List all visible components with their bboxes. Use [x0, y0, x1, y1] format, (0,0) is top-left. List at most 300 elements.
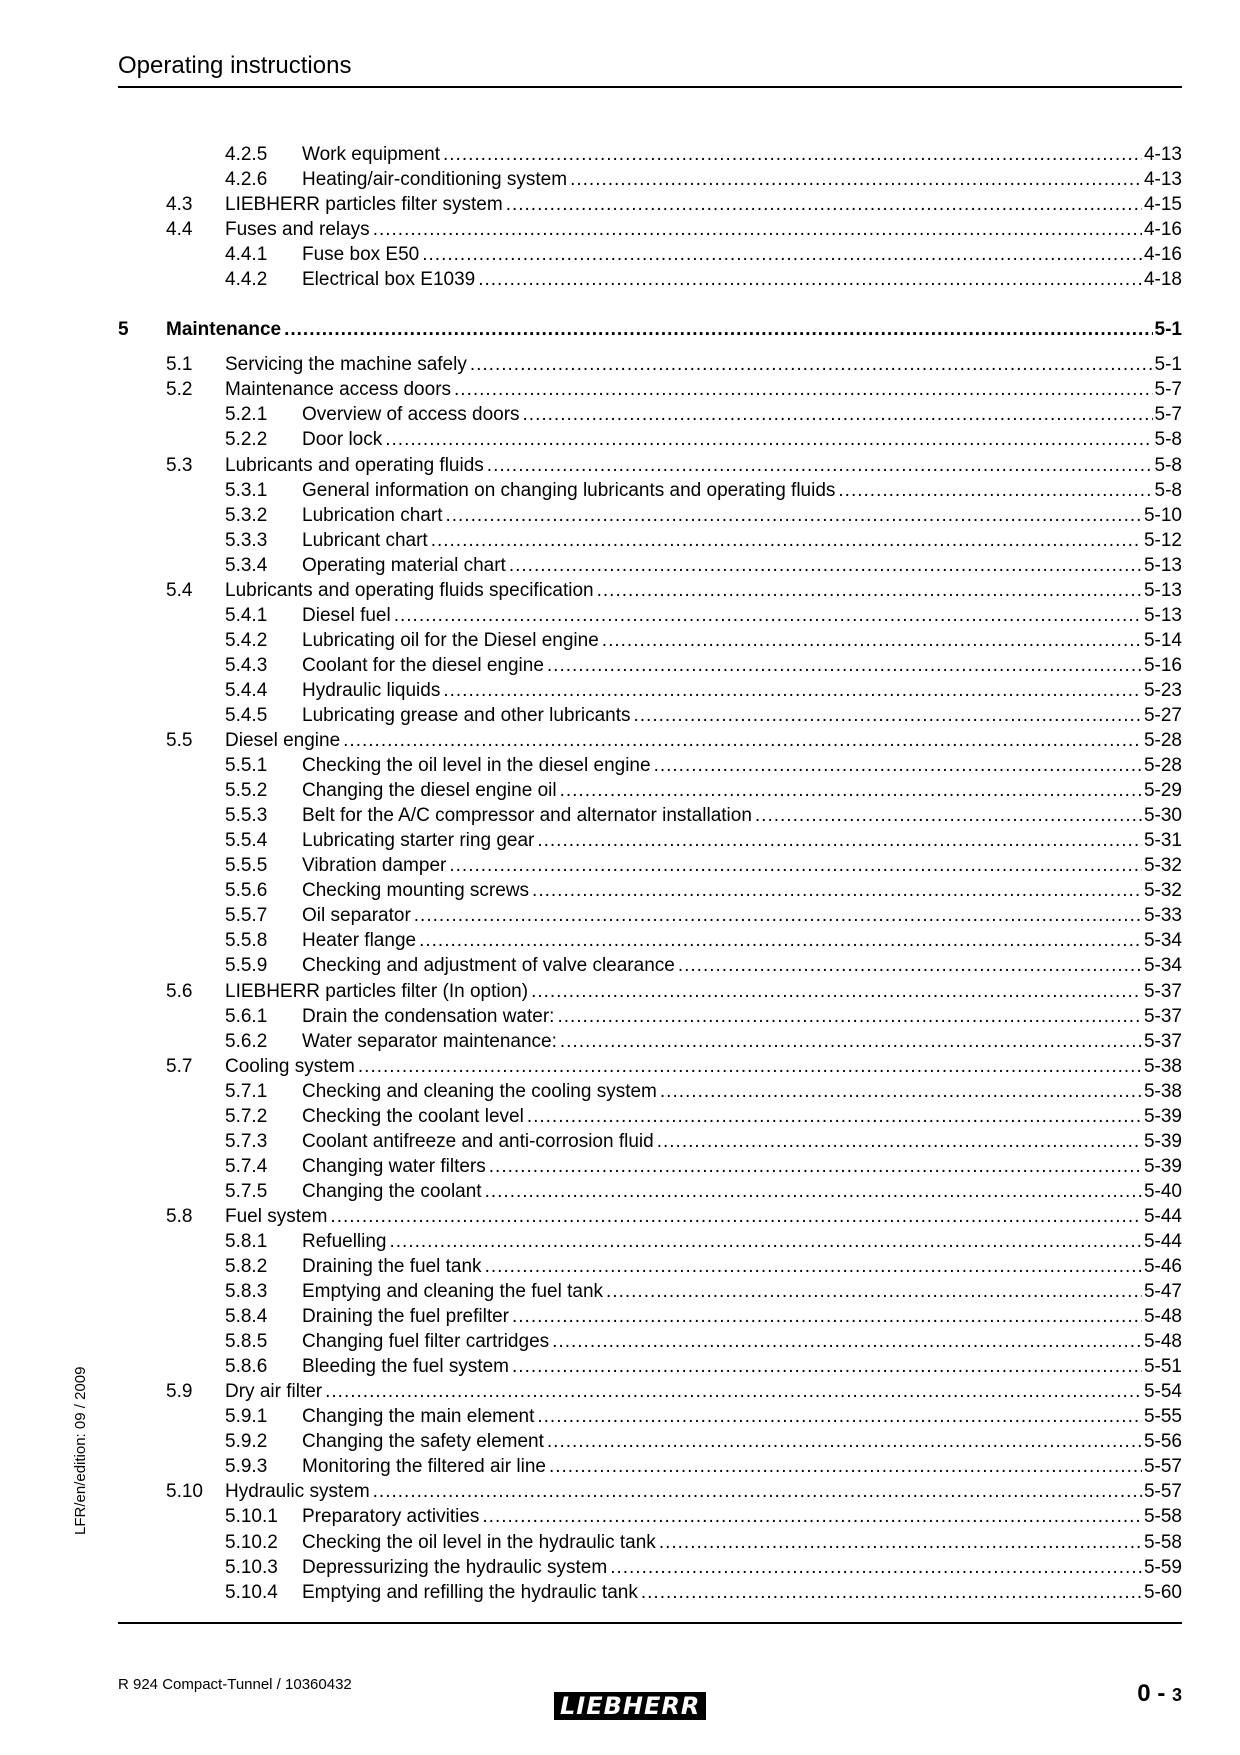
toc-entry-page: 5-27 [1143, 704, 1182, 726]
toc-entry[interactable] [118, 352, 1182, 377]
toc-entry-line [225, 728, 1182, 753]
toc-entry[interactable] [118, 192, 1182, 217]
toc-entry-page: 5-37 [1143, 980, 1182, 1002]
toc-entry-page: 5-47 [1143, 1281, 1182, 1303]
toc-entry-title: Fuse box E50 [302, 244, 420, 266]
toc-entry-page: 5-58 [1143, 1531, 1182, 1553]
toc-entry[interactable] [118, 1504, 1182, 1529]
toc-dot-leader [482, 1504, 1142, 1529]
toc-entry-number: 5.8.4 [225, 1306, 268, 1328]
toc-dot-leader [485, 1254, 1142, 1279]
toc-entry-title: Refuelling [302, 1230, 387, 1252]
toc-entry-title: General information on changing lubricants and operating fluids [302, 479, 836, 501]
toc-entry[interactable] [118, 1254, 1182, 1279]
toc-entry-title: Hydraulic system [225, 1481, 370, 1503]
toc-dot-leader [523, 402, 1153, 427]
toc-entry-page: 5-34 [1143, 955, 1182, 977]
toc-entry-line [225, 1204, 1182, 1229]
footer-document-id: R 924 Compact-Tunnel / 10360432 [118, 1676, 352, 1693]
toc-entry[interactable] [118, 1004, 1182, 1029]
toc-entry-page: 5-58 [1143, 1506, 1182, 1528]
toc-entry-page: 5-40 [1143, 1180, 1182, 1202]
toc-entry-page: 4-13 [1143, 144, 1182, 165]
toc-entry-number: 5.10.4 [225, 1581, 278, 1603]
toc-entry[interactable] [118, 242, 1182, 267]
toc-entry[interactable] [118, 503, 1182, 528]
toc-entry-title: Servicing the machine safely [225, 354, 467, 376]
toc-entry-number: 4.4.2 [225, 269, 268, 291]
toc-dot-leader [532, 878, 1142, 903]
toc-entry[interactable] [118, 979, 1182, 1004]
toc-entry-page: 5-39 [1143, 1105, 1182, 1127]
toc-entry-number: 5.7.3 [225, 1130, 268, 1152]
toc-entry-line [302, 1254, 1182, 1279]
toc-entry-number: 5.10.3 [225, 1556, 278, 1578]
toc-entry-number: 5 [118, 319, 129, 341]
toc-entry-number: 5.2.1 [225, 404, 268, 426]
toc-entry-page: 5-28 [1143, 755, 1182, 777]
toc-dot-leader [633, 703, 1141, 728]
toc-entry-page: 5-51 [1143, 1356, 1182, 1378]
toc-dot-leader [547, 653, 1142, 678]
toc-dot-leader [330, 1204, 1142, 1229]
toc-entry-title: Checking and adjustment of valve clearance [302, 955, 675, 977]
toc-entry-number: 5.4.5 [225, 704, 268, 726]
toc-entry[interactable] [118, 878, 1182, 903]
toc-entry-line [302, 1555, 1182, 1580]
toc-entry-title: Lubricants and operating fluids [225, 454, 484, 476]
toc-entry-number: 5.7 [166, 1055, 193, 1077]
toc-entry-line [225, 1379, 1182, 1404]
toc-entry-line [225, 377, 1182, 402]
toc-entry-line [302, 1229, 1182, 1254]
toc-entry-line [302, 678, 1182, 703]
toc-entry[interactable] [118, 1354, 1182, 1379]
toc-dot-leader [610, 1555, 1142, 1580]
toc-entry-page: 5-54 [1143, 1381, 1182, 1403]
toc-entry-page: 4-16 [1143, 244, 1182, 266]
toc-entry[interactable] [118, 142, 1182, 167]
toc-entry-number: 5.4.2 [225, 629, 268, 651]
toc-entry-number: 5.7.5 [225, 1180, 268, 1202]
toc-dot-leader [373, 1479, 1142, 1504]
toc-entry-line [302, 553, 1182, 578]
toc-entry-line [302, 1004, 1182, 1029]
toc-entry-title: Lubrication chart [302, 504, 443, 526]
toc-entry[interactable] [118, 267, 1182, 292]
toc-entry-page: 4-18 [1143, 269, 1182, 291]
toc-entry-line [302, 503, 1182, 528]
toc-entry[interactable] [118, 1404, 1182, 1429]
toc-entry-number: 5.7.1 [225, 1080, 268, 1102]
toc-entry-number: 5.3.3 [225, 529, 268, 551]
toc-entry-line [302, 1104, 1182, 1129]
toc-entry-title: Oil separator [302, 905, 411, 927]
toc-entry[interactable] [118, 853, 1182, 878]
toc-entry-title: Electrical box E1039 [302, 269, 476, 291]
toc-entry-line [302, 478, 1182, 503]
toc-entry-line [225, 192, 1182, 217]
toc-entry-page: 5-39 [1143, 1155, 1182, 1177]
toc-entry-page: 4-16 [1143, 219, 1182, 241]
toc-dot-leader [512, 1304, 1142, 1329]
logo-text: LIEBHERR [560, 1692, 701, 1720]
toc-entry-page: 5-8 [1154, 454, 1182, 476]
toc-entry-title: Dry air filter [225, 1381, 323, 1403]
toc-dot-leader [358, 1054, 1142, 1079]
toc-entry-number: 5.5 [166, 730, 193, 752]
toc-dot-leader [414, 903, 1142, 928]
toc-entry[interactable] [118, 603, 1182, 628]
toc-dot-leader [537, 1404, 1142, 1429]
toc-entry-title: Draining the fuel prefilter [302, 1306, 509, 1328]
toc-entry[interactable] [118, 1429, 1182, 1454]
toc-dot-leader [422, 242, 1142, 267]
toc-entry-number: 5.8.3 [225, 1281, 268, 1303]
toc-entry-line [302, 267, 1182, 292]
toc-entry[interactable] [118, 753, 1182, 778]
toc-entry-number: 5.5.4 [225, 830, 268, 852]
toc-dot-leader [431, 528, 1142, 553]
toc-entry-number: 5.3.1 [225, 479, 268, 501]
toc-entry[interactable] [118, 778, 1182, 803]
toc-entry-title: Operating material chart [302, 554, 506, 576]
toc-entry-title: Bleeding the fuel system [302, 1356, 510, 1378]
toc-entry-title: Draining the fuel tank [302, 1256, 482, 1278]
page-index: 3 [1171, 1685, 1182, 1705]
toc-entry-page: 5-12 [1143, 529, 1182, 551]
toc-entry-line [302, 1580, 1182, 1605]
toc-dot-leader [506, 192, 1142, 217]
toc-entry-page: 5-44 [1143, 1205, 1182, 1227]
toc-entry-number: 5.8.1 [225, 1230, 268, 1252]
toc-entry-page: 5-55 [1143, 1406, 1182, 1428]
toc-entry-page: 5-7 [1154, 404, 1182, 426]
toc-dot-leader [597, 578, 1142, 603]
toc-entry[interactable] [118, 217, 1182, 242]
toc-dot-leader [470, 352, 1153, 377]
toc-entry-page: 5-37 [1143, 1030, 1182, 1052]
toc-entry-title: Lubricating oil for the Diesel engine [302, 629, 599, 651]
toc-entry[interactable] [118, 703, 1182, 728]
toc-entry[interactable] [118, 953, 1182, 978]
toc-entry-page: 5-56 [1143, 1431, 1182, 1453]
toc-entry-number: 5.7.4 [225, 1155, 268, 1177]
toc-entry-number: 5.1 [166, 354, 193, 376]
toc-dot-leader [509, 553, 1142, 578]
toc-entry-title: Checking the oil level in the hydraulic tank [302, 1531, 656, 1553]
toc-entry[interactable] [118, 678, 1182, 703]
toc-entry[interactable] [118, 1104, 1182, 1129]
toc-entry-page: 5-37 [1143, 1005, 1182, 1027]
toc-entry-line [302, 828, 1182, 853]
toc-entry-line [302, 1429, 1182, 1454]
toc-entry[interactable] [118, 803, 1182, 828]
toc-dot-leader [527, 1104, 1142, 1129]
toc-entry-line [302, 953, 1182, 978]
toc-entry-number: 5.9 [166, 1381, 193, 1403]
toc-dot-leader [755, 803, 1142, 828]
toc-dot-leader [419, 928, 1142, 953]
toc-entry-number: 5.9.1 [225, 1406, 268, 1428]
toc-dot-leader [606, 1279, 1142, 1304]
toc-dot-leader [549, 1454, 1142, 1479]
toc-entry-page: 5-32 [1143, 855, 1182, 877]
toc-entry[interactable] [118, 478, 1182, 503]
toc-dot-leader [443, 142, 1142, 167]
toc-entry-page: 5-44 [1143, 1230, 1182, 1252]
toc-dot-leader [394, 603, 1142, 628]
toc-dot-leader [602, 628, 1142, 653]
toc-entry-line [302, 402, 1182, 427]
toc-entry-title: Checking the coolant level [302, 1105, 524, 1127]
toc-entry[interactable] [118, 1530, 1182, 1555]
toc-dot-leader [570, 167, 1142, 192]
toc-dot-leader [487, 453, 1153, 478]
toc-entry-line [302, 1029, 1182, 1054]
toc-entry-title: Lubricating starter ring gear [302, 830, 535, 852]
toc-entry-number: 5.8.5 [225, 1331, 268, 1353]
toc-entry-line [225, 979, 1182, 1004]
toc-entry-title: Diesel fuel [302, 604, 391, 626]
toc-entry-title: Water separator maintenance: [302, 1030, 557, 1052]
toc-entry-line [302, 1279, 1182, 1304]
toc-entry-page: 5-60 [1143, 1581, 1182, 1603]
toc-entry-title: Lubricants and operating fluids specification [225, 579, 594, 601]
toc-entry[interactable] [118, 553, 1182, 578]
toc-entry-line [225, 352, 1182, 377]
toc-entry[interactable] [118, 1479, 1182, 1504]
toc-entry[interactable] [118, 578, 1182, 603]
toc-entry-number: 5.5.5 [225, 855, 268, 877]
toc-entry-page: 5-1 [1154, 319, 1182, 341]
toc-entry-line [302, 1530, 1182, 1555]
toc-entry-line [302, 653, 1182, 678]
toc-entry[interactable] [118, 828, 1182, 853]
toc-entry-page: 5-13 [1143, 604, 1182, 626]
toc-entry-number: 5.10.1 [225, 1506, 278, 1528]
toc-dot-leader [641, 1580, 1142, 1605]
toc-entry[interactable] [118, 1379, 1182, 1404]
toc-entry[interactable] [118, 1329, 1182, 1354]
toc-dot-leader [560, 1029, 1142, 1054]
toc-entry-line [166, 317, 1182, 342]
toc-entry[interactable] [118, 1029, 1182, 1054]
toc-entry[interactable] [118, 928, 1182, 953]
toc-entry-number: 5.5.1 [225, 755, 268, 777]
page-number [1137, 1680, 1182, 1708]
toc-entry-number: 5.5.2 [225, 780, 268, 802]
toc-entry-page: 5-28 [1143, 730, 1182, 752]
toc-entry-title: Lubricating grease and other lubricants [302, 704, 631, 726]
toc-entry[interactable] [118, 628, 1182, 653]
toc-entry[interactable] [118, 1204, 1182, 1229]
toc-entry-line [302, 928, 1182, 953]
toc-entry-title: Lubricant chart [302, 529, 428, 551]
toc-dot-leader [373, 217, 1142, 242]
toc-entry[interactable] [118, 167, 1182, 192]
toc-entry-title: Emptying and refilling the hydraulic tank [302, 1581, 638, 1603]
toc-entry-number: 5.5.3 [225, 805, 268, 827]
toc-entry-page: 5-57 [1143, 1456, 1182, 1478]
toc-entry[interactable] [118, 1580, 1182, 1605]
toc-entry-line [225, 453, 1182, 478]
toc-entry[interactable] [118, 1555, 1182, 1580]
toc-dot-leader [443, 678, 1142, 703]
toc-entry-page: 5-13 [1143, 554, 1182, 576]
toc-dot-leader [557, 1004, 1142, 1029]
toc-dot-leader [512, 1354, 1142, 1379]
toc-entry-number: 5.9.2 [225, 1431, 268, 1453]
toc-entry-number: 5.8.6 [225, 1356, 268, 1378]
toc-dot-leader [385, 427, 1152, 452]
toc-dot-leader [660, 1079, 1142, 1104]
toc-dot-leader [485, 1179, 1142, 1204]
toc-entry-title: Hydraulic liquids [302, 679, 441, 701]
toc-entry-title: Changing the diesel engine oil [302, 780, 557, 802]
toc-entry-page: 5-38 [1143, 1055, 1182, 1077]
toc-entry[interactable] [118, 1454, 1182, 1479]
toc-entry[interactable] [118, 402, 1182, 427]
toc-entry[interactable] [118, 1304, 1182, 1329]
toc-entry[interactable] [118, 317, 1182, 342]
toc-dot-leader [560, 778, 1142, 803]
toc-entry[interactable] [118, 1054, 1182, 1079]
toc-entry-line [302, 753, 1182, 778]
toc-entry-page: 5-57 [1143, 1481, 1182, 1503]
toc-entry-title: Monitoring the filtered air line [302, 1456, 546, 1478]
toc-entry-line [225, 578, 1182, 603]
toc-entry-title: LIEBHERR particles filter (In option) [225, 980, 529, 1002]
toc-entry-title: Changing the coolant [302, 1180, 482, 1202]
toc-dot-leader [531, 979, 1142, 1004]
toc-entry-title: Heating/air-conditioning system [302, 169, 568, 191]
toc-dot-leader [478, 267, 1142, 292]
toc-entry-number: 5.6 [166, 980, 193, 1002]
toc-entry-page: 5-48 [1143, 1306, 1182, 1328]
toc-entry-line [302, 853, 1182, 878]
toc-dot-leader [657, 1129, 1142, 1154]
toc-entry-number: 5.3.2 [225, 504, 268, 526]
toc-entry-number: 5.4.1 [225, 604, 268, 626]
toc-entry-page: 4-15 [1143, 194, 1182, 216]
toc-entry[interactable] [118, 453, 1182, 478]
toc-entry-number: 5.2.2 [225, 429, 268, 451]
toc-entry-page: 5-1 [1154, 354, 1182, 376]
toc-entry-line [302, 1329, 1182, 1354]
header-title: Operating instructions [118, 52, 352, 79]
toc-entry-page: 5-8 [1154, 429, 1182, 451]
toc-dot-leader [445, 503, 1142, 528]
toc-dot-leader [454, 377, 1153, 402]
toc-entry-number: 5.5.8 [225, 930, 268, 952]
toc-entry-number: 4.4 [166, 219, 193, 241]
toc-entry-title: Emptying and cleaning the fuel tank [302, 1281, 604, 1303]
toc-dot-leader [678, 953, 1142, 978]
toc-entry-number: 5.8.2 [225, 1256, 268, 1278]
toc-entry-number: 5.5.6 [225, 880, 268, 902]
toc-entry-line [302, 1129, 1182, 1154]
toc-entry-number: 5.2 [166, 379, 193, 401]
toc-entry-line [302, 528, 1182, 553]
toc-entry-line [302, 1304, 1182, 1329]
toc-entry-title: Overview of access doors [302, 404, 520, 426]
edition-label: LFR/en/edition: 09 / 2009 [72, 1366, 89, 1535]
toc-entry-line [302, 603, 1182, 628]
toc-entry[interactable] [118, 528, 1182, 553]
toc-entry-number: 4.4.1 [225, 244, 268, 266]
toc-entry-title: Changing the safety element [302, 1431, 544, 1453]
toc-entry-title: Vibration damper [302, 855, 447, 877]
toc-entry-page: 5-48 [1143, 1331, 1182, 1353]
toc-entry-number: 5.10 [166, 1481, 203, 1503]
toc-entry-line [302, 1079, 1182, 1104]
toc-entry-line [225, 1479, 1182, 1504]
toc-entry[interactable] [118, 1279, 1182, 1304]
toc-entry-page: 5-7 [1154, 379, 1182, 401]
toc-dot-leader [537, 828, 1142, 853]
toc-entry-page: 5-59 [1143, 1556, 1182, 1578]
toc-entry-number: 5.3 [166, 454, 193, 476]
toc-entry-line [302, 1404, 1182, 1429]
toc-entry-title: Work equipment [302, 144, 440, 165]
toc-entry-number: 4.3 [166, 194, 193, 216]
toc-entry-line [302, 1504, 1182, 1529]
toc-entry[interactable] [118, 1079, 1182, 1104]
toc-entry-title: Changing water filters [302, 1155, 486, 1177]
toc-entry-page: 5-16 [1143, 654, 1182, 676]
toc-entry[interactable] [118, 903, 1182, 928]
toc-entry-title: Drain the condensation water: [302, 1005, 555, 1027]
toc-entry-number: 4.2.6 [225, 169, 268, 191]
toc-entry-title: Checking and cleaning the cooling system [302, 1080, 657, 1102]
toc-entry-number: 5.8 [166, 1205, 193, 1227]
toc-entry-number: 5.9.3 [225, 1456, 268, 1478]
toc-dot-leader [659, 1530, 1142, 1555]
toc-entry-line [302, 703, 1182, 728]
toc-entry-title: Coolant antifreeze and anti-corrosion fluid [302, 1130, 654, 1152]
toc-entry[interactable] [118, 728, 1182, 753]
toc-entry[interactable] [118, 1154, 1182, 1179]
toc-entry-title: Depressurizing the hydraulic system [302, 1556, 608, 1578]
toc-entry-page: 5-8 [1154, 479, 1182, 501]
toc-entry-title: LIEBHERR particles filter system [225, 194, 503, 216]
toc-entry-title: Belt for the A/C compressor and alternator installation [302, 805, 752, 827]
toc-dot-leader [838, 478, 1152, 503]
toc-entry[interactable] [118, 1229, 1182, 1254]
toc-entry-page: 5-38 [1143, 1080, 1182, 1102]
toc-dot-leader [390, 1229, 1142, 1254]
toc-entry[interactable] [118, 1179, 1182, 1204]
toc-entry-line [225, 1054, 1182, 1079]
page-chapter: 0 - [1137, 1680, 1166, 1707]
toc-dot-leader [489, 1154, 1142, 1179]
toc-entry[interactable] [118, 1129, 1182, 1154]
toc-entry-title: Changing fuel filter cartridges [302, 1331, 550, 1353]
toc-entry-page: 5-39 [1143, 1130, 1182, 1152]
toc-entry-page: 5-34 [1143, 930, 1182, 952]
toc-dot-leader [552, 1329, 1142, 1354]
toc-entry-title: Door lock [302, 429, 383, 451]
toc-entry[interactable] [118, 653, 1182, 678]
toc-dot-leader [325, 1379, 1142, 1404]
toc-entry-page: 5-13 [1143, 579, 1182, 601]
toc-entry-number: 5.5.7 [225, 905, 268, 927]
toc-entry-number: 5.5.9 [225, 955, 268, 977]
toc-entry[interactable] [118, 377, 1182, 402]
toc-entry[interactable] [118, 427, 1182, 452]
toc-entry-line [302, 242, 1182, 267]
